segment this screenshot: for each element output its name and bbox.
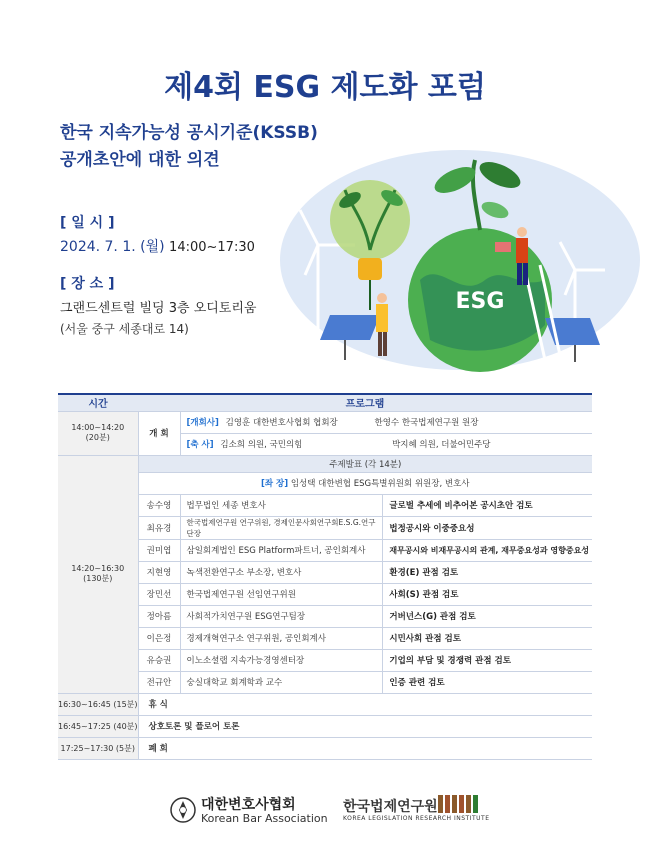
presenter-name: 송수영 (138, 494, 180, 516)
closing-time: 17:25~17:30 (5분) (58, 737, 138, 759)
presentation-time (58, 455, 138, 693)
footer-logos (0, 793, 650, 833)
break-label: 휴 식 (138, 693, 592, 715)
venue-name: 그랜드센트럴 빌딩 3층 오디토리움 (60, 301, 257, 316)
table-row (58, 516, 592, 539)
presenter-name: 전규안 (138, 671, 180, 693)
globe-text: ESG (455, 289, 505, 314)
table-row (58, 583, 592, 605)
kba-emblem-icon (170, 795, 196, 825)
opening-item-1: [개회사] 김영훈 대한변호사협회 협회장 한영수 한국법제연구원 원장 (180, 411, 592, 433)
presentation-time-range: 14:20~16:30 (71, 564, 125, 573)
subtitle-line-1: 한국 지속가능성 공시기준(KSSB) (60, 123, 318, 143)
kba-name-en: Korean Bar Association (201, 812, 328, 825)
presenter-affiliation: 삼일회계법인 ESG Platform파트너, 공인회계사 (180, 539, 383, 561)
event-date (60, 236, 255, 256)
presentation-topic: 거버넌스(G) 관점 검토 (383, 605, 592, 627)
esg-illustration (270, 150, 640, 375)
table-row (58, 561, 592, 583)
table-row (58, 494, 592, 516)
opening-item-2: [축 사] 김소희 의원, 국민의힘 박지혜 의원, 더불어민주당 (180, 433, 592, 455)
presentation-topic: 기업의 부담 및 경쟁력 관점 검토 (383, 649, 592, 671)
presenter-affiliation: 경제개혁연구소 연구위원, 공인회계사 (180, 627, 383, 649)
presenter-name: 이은정 (138, 627, 180, 649)
chair-row (58, 472, 592, 494)
table-row (58, 671, 592, 693)
presenter-affiliation: 사회적가치연구원 ESG연구팀장 (180, 605, 383, 627)
venue-address: (서울 중구 세종대로 14) (60, 322, 189, 336)
table-row (58, 539, 592, 561)
presenter-name: 지현영 (138, 561, 180, 583)
presenter-name: 최유경 (138, 516, 180, 539)
presenter-name: 유승권 (138, 649, 180, 671)
opening-time-range: 14:00~14:20 (71, 423, 125, 432)
col-time-header: 시간 (58, 394, 138, 411)
date-value: 2024. 7. 1. (월) (60, 239, 165, 255)
presenter-name: 정아름 (138, 605, 180, 627)
closing-row (58, 737, 592, 759)
presenter-affiliation: 법무법인 세종 변호사 (180, 494, 383, 516)
presentation-header-row (58, 455, 592, 472)
presentation-topic: 재무공시와 비재무공시의 관계, 재무중요성과 영향중요성 (383, 539, 592, 561)
opening-duration: (20분) (85, 433, 110, 442)
presenter-affiliation: 한국법제연구원 연구위원, 경제인문사회연구회E.S.G.연구단장 (180, 516, 383, 539)
klri-name-en: KOREA LEGISLATION RESEARCH INSTITUTE (343, 815, 490, 822)
page-title: 제4회 ESG 제도화 포럼 (164, 70, 486, 105)
closing-label: 폐 회 (138, 737, 592, 759)
klri-name-kr: 한국법제연구원 (343, 799, 438, 815)
opening-role: 개 회 (138, 411, 180, 455)
chair-cell: [좌 장] 임성택 대한변협 ESG특별위원회 위원장, 변호사 (138, 472, 592, 494)
break-row (58, 693, 592, 715)
date-label: [ 일 시 ] (60, 215, 115, 231)
presenter-affiliation: 한국법제연구원 선임연구위원 (180, 583, 383, 605)
presentation-topic: 사회(S) 관점 검토 (383, 583, 592, 605)
presentation-topic: 시민사회 관점 검토 (383, 627, 592, 649)
presentation-header: 주제발표 (각 14분) (138, 455, 592, 472)
opening-time (58, 411, 138, 455)
discussion-time: 16:45~17:25 (40분) (58, 715, 138, 737)
presentation-topic: 글로벌 추세에 비추어본 공시초안 검토 (383, 494, 592, 516)
table-row (58, 627, 592, 649)
break-time: 16:30~16:45 (15분) (58, 693, 138, 715)
venue-label: [ 장 소 ] (60, 276, 115, 292)
table-row (58, 649, 592, 671)
time-value: 14:00~17:30 (169, 240, 255, 255)
schedule-table (58, 393, 592, 760)
presentation-topic: 법정공시와 이중중요성 (383, 516, 592, 539)
kba-name-kr: 대한변호사협회 (201, 797, 296, 813)
presentation-duration: (130분) (83, 574, 113, 583)
discussion-row (58, 715, 592, 737)
table-row (58, 605, 592, 627)
presenter-affiliation: 녹색전환연구소 부소장, 변호사 (180, 561, 383, 583)
col-program-header: 프로그램 (138, 394, 592, 411)
presentation-topic: 인증 관련 검토 (383, 671, 592, 693)
presenter-affiliation: 이노소셜랩 지속가능경영센터장 (180, 649, 383, 671)
opening-row-1 (58, 411, 592, 433)
subtitle-line-2: 공개초안에 대한 의견 (60, 150, 220, 170)
presentation-topic: 환경(E) 관점 검토 (383, 561, 592, 583)
presenter-name: 권미엽 (138, 539, 180, 561)
klri-logo-icon (438, 795, 478, 815)
presenter-affiliation: 숭실대학교 회계학과 교수 (180, 671, 383, 693)
presenter-name: 장민선 (138, 583, 180, 605)
discussion-label: 상호토론 및 플로어 토론 (138, 715, 592, 737)
